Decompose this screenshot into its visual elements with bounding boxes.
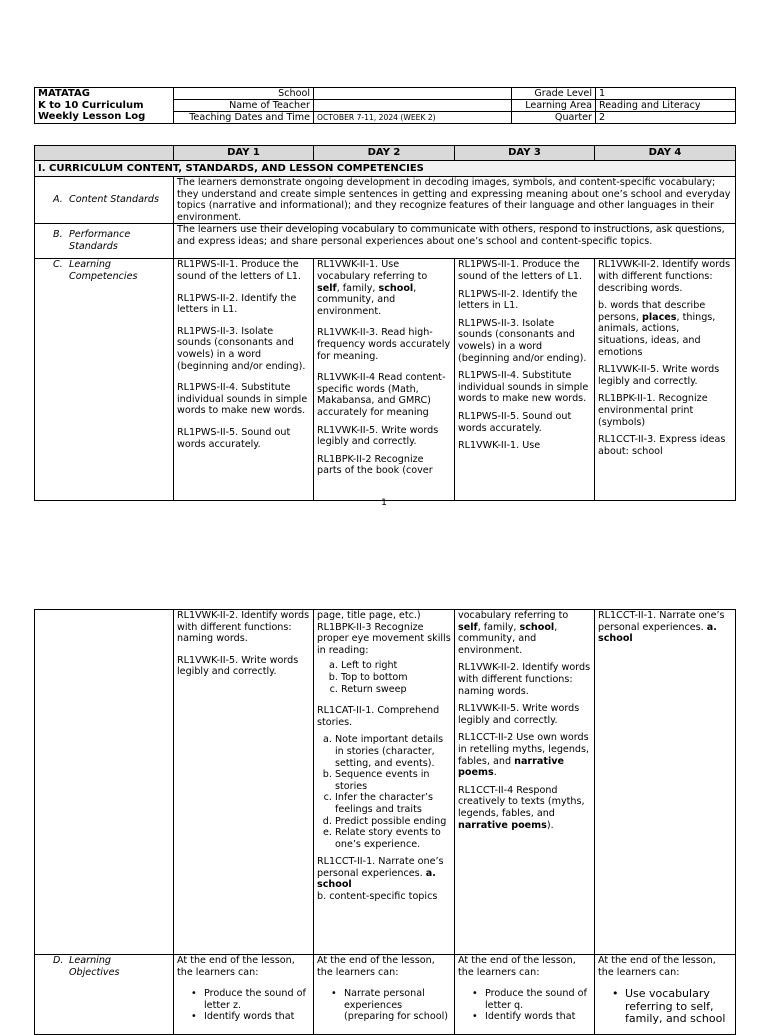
bold-narrative-poems: narrative poems [458, 755, 565, 779]
bold-school: school [519, 621, 555, 633]
list-item: b. Sequence events in stories [335, 769, 451, 792]
day-2-competencies-continued [314, 610, 455, 955]
title-line-3: Weekly Lesson Log [38, 111, 146, 122]
teacher-field[interactable] [314, 100, 512, 112]
row-b-letter: B. [53, 229, 63, 241]
competency-item: RL1PWS-II-2. Identify the letters in L1. [458, 288, 578, 312]
content-standards-text: The learners demonstrate ongoing development in decoding images, symbols, and content-specific vocabulary; they understand and create simple sentences in getting and expressing meaning about one’s school and everyday topics (narrative and informational); and they recognize features of their language and other languages in their environment. [174, 177, 736, 224]
objectives-intro: At the end of the lesson, the learners can: [177, 955, 295, 978]
competency-item: RL1PWS-II-1. Produce the sound of the letters of L1. [458, 259, 583, 282]
objectives-list [458, 988, 591, 1023]
objectives-intro: At the end of the lesson, the learners can: [458, 955, 576, 978]
blank-header-cell [35, 146, 174, 161]
competencies-table-continued [34, 609, 736, 1035]
objectives-list [317, 988, 451, 1023]
competency-item: RL1BPK-II-3 Recognize proper eye movement skills in reading: [317, 621, 451, 656]
title-line-2: K to 10 Curriculum [38, 99, 144, 111]
row-a-letter: A. [53, 194, 63, 206]
performance-standards-label [35, 224, 174, 259]
day-3-competencies [455, 259, 595, 501]
competency-item: RL1PWS-II-3. Isolate sounds (consonants and vowels) in a word (beginning and/or ending). [458, 317, 587, 364]
eye-movement-list [317, 660, 451, 695]
text-segment: RL1CCT-II-4 Respond creatively to texts (myths, legends, fables, and [458, 784, 585, 819]
row-c-label-2: Competencies [69, 270, 138, 282]
competency-item: page, title page, etc.) [317, 610, 421, 621]
competency-item: RL1PWS-II-3. Isolate sounds (consonants and vowels) in a word (beginning and/or ending). [177, 325, 306, 372]
list-item: • Identify words that [472, 1011, 591, 1023]
learning-objectives-row [35, 955, 736, 1035]
competency-item: RL1VWK-II-5. Write words legibly and correctly. [317, 424, 439, 448]
performance-standards-row [35, 224, 736, 259]
competency-item: RL1VWK-II-1. Use [458, 440, 541, 452]
competency-item: RL1VWK-II-5. Write words legibly and correctly. [598, 364, 720, 387]
day-1-header: DAY 1 [174, 146, 314, 161]
competency-item: RL1VWK-II-2. Identify words with different functions: naming words. [458, 662, 591, 697]
competency-item [317, 259, 451, 317]
page-number: 1 [381, 498, 387, 508]
learning-competencies-label [35, 259, 174, 501]
competency-item: RL1PWS-II-2. Identify the letters in L1. [177, 292, 297, 316]
list-item: • Narrate personal experiences (preparing for school) [331, 988, 451, 1023]
row-a-label: Content Standards [69, 194, 160, 206]
competency-item [598, 300, 732, 358]
list-item: e. Relate story events to one’s experience. [335, 827, 451, 850]
lesson-log-header [34, 87, 736, 124]
text-segment: RL1CCT-II-2 Use own words in retelling myths, legends, fables, and [458, 732, 590, 767]
row-b-label-1: Performance [69, 229, 131, 241]
text-segment: , community, and environment. [458, 621, 558, 656]
section-1-heading: I. CURRICULUM CONTENT, STANDARDS, AND LESSON COMPETENCIES [35, 161, 736, 177]
content-standards-label [35, 177, 174, 224]
day-4-competencies-continued [595, 610, 736, 955]
row-d-label-1: Learning [69, 955, 111, 966]
text-segment: RL1CCT-II-1. Narrate one’s personal experiences. [598, 610, 725, 633]
competency-item: RL1VWK-II-3. Read high-frequency words accurately for meaning. [317, 327, 451, 362]
bold-school: a. school [598, 621, 717, 645]
day-1-objectives [174, 955, 314, 1035]
text-segment: RL1CCT-II-1. Narrate one’s personal experiences. [317, 856, 444, 879]
day-2-objectives [314, 955, 455, 1035]
curriculum-title [35, 88, 174, 124]
row-d-label [69, 955, 120, 978]
learning-area-value: Reading and Literacy [596, 100, 736, 112]
bold-narrative-poems: narrative poems [458, 819, 547, 831]
competency-item [458, 610, 591, 656]
text-segment: RL1VWK-II-1. Use vocabulary referring to [317, 259, 428, 282]
text-segment: b. words that describe persons, [598, 300, 706, 323]
page-2 [0, 512, 768, 1024]
row-b-label-2: Standards [69, 240, 118, 252]
day-header-row [35, 146, 736, 161]
competencies-table [34, 145, 736, 501]
competency-item: RL1BPK-II-1. Recognize environmental print (symbols) [598, 393, 708, 428]
teaching-dates-value: OCTOBER 7-11, 2024 (WEEK 2) [314, 112, 512, 124]
day-4-objectives [595, 955, 736, 1035]
bold-places: places [641, 311, 677, 323]
text-segment: . [493, 767, 497, 779]
competency-item: RL1VWK-II-2. Identify words with different functions: describing words. [598, 259, 731, 294]
list-item: a. Left to right [341, 660, 451, 672]
competency-item: RL1VWK-II-5. Write words legibly and correctly. [458, 703, 580, 726]
learning-competencies-row [35, 259, 736, 501]
bold-self: self [458, 621, 478, 633]
text-segment: , family, [477, 621, 520, 633]
day-4-competencies [595, 259, 736, 501]
day-4-header: DAY 4 [595, 146, 736, 161]
bold-self: self [317, 282, 337, 294]
grade-level-label: Grade Level [512, 88, 596, 100]
blank-label-cell [35, 610, 174, 955]
day-3-objectives [455, 955, 595, 1035]
row-d-label-2: Objectives [69, 966, 120, 978]
learning-area-label: Learning Area [512, 100, 596, 112]
list-item: • Produce the sound of letter z. [191, 988, 310, 1011]
page-1 [0, 0, 768, 512]
day-3-header: DAY 3 [455, 146, 595, 161]
text-segment: , community, and environment. [317, 282, 417, 317]
competency-item [458, 785, 591, 831]
competency-item [317, 856, 451, 902]
learning-competencies-row-continued [35, 610, 736, 955]
learning-objectives-label [35, 955, 174, 1035]
row-b-label [69, 229, 130, 252]
competency-item: RL1PWS-II-5. Sound out words accurately. [177, 426, 291, 450]
grade-level-value: 1 [596, 88, 736, 100]
list-item: • Produce the sound of letter q. [472, 988, 591, 1011]
school-field[interactable] [314, 88, 512, 100]
competency-item: RL1PWS-II-5. Sound out words accurately. [458, 410, 572, 434]
competency-item: RL1VWK-II-4 Read content-specific words (Math, Makabansa, and GMRC) accurately for meaning [317, 372, 446, 418]
text-segment: vocabulary referring to [458, 610, 569, 621]
competency-item: RL1PWS-II-1. Produce the sound of the letters of L1. [177, 259, 302, 282]
content-standards-row [35, 177, 736, 224]
competency-item: RL1BPK-II-2 Recognize parts of the book (cover [317, 453, 433, 477]
day-1-competencies-continued [174, 610, 314, 955]
competency-item: RL1VWK-II-2. Identify words with different functions: naming words. [177, 610, 310, 645]
objectives-intro: At the end of the lesson, the learners can: [598, 955, 716, 978]
bold-school: a. school [317, 867, 436, 891]
day-2-header: DAY 2 [314, 146, 455, 161]
quarter-value: 2 [596, 112, 736, 124]
competency-item: RL1PWS-II-4. Substitute individual sounds in simple words to make new words. [177, 382, 308, 417]
competency-item [458, 732, 591, 778]
day-2-competencies [314, 259, 455, 501]
list-item: c. Return sweep [341, 684, 451, 696]
row-c-letter: C. [53, 259, 63, 271]
day-3-competencies-continued [455, 610, 595, 955]
school-label: School [174, 88, 314, 100]
row-c-label-1: Learning [69, 259, 111, 271]
comprehension-list [317, 734, 451, 850]
text-segment: ). [546, 819, 554, 831]
teaching-dates-label: Teaching Dates and Time [174, 112, 314, 124]
objectives-list [598, 988, 732, 1026]
competency-item: RL1CAT-II-1. Comprehend stories. [317, 705, 440, 728]
performance-standards-text: The learners use their developing vocabulary to communicate with others, respond to instructions, ask questions, and express ideas; and share personal experiences about one’s school and content-specific topics. [174, 224, 736, 259]
row-d-letter: D. [53, 955, 64, 966]
bold-school: school [378, 282, 414, 294]
competency-item: RL1PWS-II-4. Substitute individual sounds in simple words to make new words. [458, 370, 589, 405]
list-item: c. Infer the character’s feelings and traits [335, 792, 451, 815]
title-line-1: MATATAG [38, 88, 90, 99]
list-item: b. Top to bottom [341, 672, 451, 684]
row-c-label [69, 259, 138, 282]
text-segment: , family, [336, 282, 379, 294]
list-item: a. Note important details in stories (character, setting, and events). [335, 734, 451, 769]
text-segment: b. content-specific topics [317, 891, 438, 903]
quarter-label: Quarter [512, 112, 596, 124]
text-segment: , things, animals, actions, situations, ideas, and emotions [598, 311, 716, 358]
objectives-list [177, 988, 310, 1023]
competency-item: RL1VWK-II-5. Write words legibly and correctly. [177, 654, 299, 678]
competency-item [598, 610, 732, 645]
teacher-label: Name of Teacher [174, 100, 314, 112]
list-item: • Identify words that [191, 1011, 310, 1023]
list-item: d. Predict possible ending [335, 816, 451, 828]
list-item: • Use vocabulary referring to self, family, and school [612, 988, 732, 1026]
objectives-intro: At the end of the lesson, the learners can: [317, 955, 435, 978]
day-1-competencies [174, 259, 314, 501]
competency-item: RL1CCT-II-3. Express ideas about: school [598, 434, 726, 457]
